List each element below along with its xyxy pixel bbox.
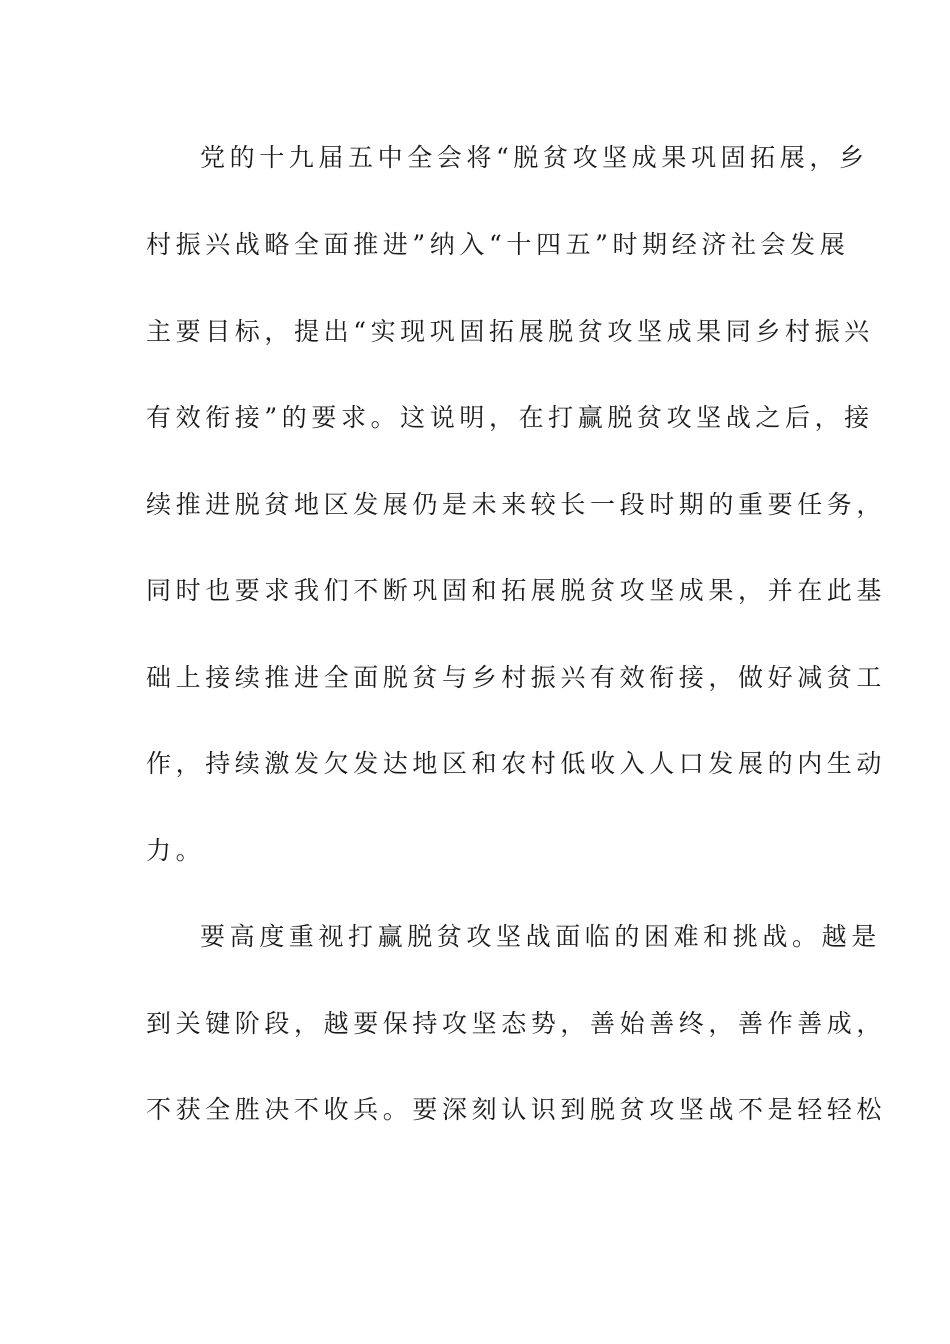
paragraph-1-line-6: 同时也要求我们不断巩固和拓展脱贫攻坚成果，并在此基 — [146, 576, 887, 605]
paragraph-1-line-9: 力。 — [146, 836, 206, 865]
paragraph-2-line-1: 要高度重视打赢脱贫攻坚战面临的困难和挑战。越是 — [200, 922, 881, 951]
paragraph-2-line-3: 不获全胜决不收兵。要深刻认识到脱贫攻坚战不是轻轻松 — [146, 1095, 887, 1124]
paragraph-1-line-4: 有效衔接”的要求。这说明，在打赢脱贫攻坚战之后，接 — [146, 403, 874, 432]
paragraph-1-line-7: 础上接续推进全面脱贫与乡村振兴有效衔接，做好减贫工 — [146, 663, 887, 692]
paragraph-1-line-5: 续推进脱贫地区发展仍是未来较长一段时期的重要任务， — [146, 490, 887, 519]
paragraph-1-line-8: 作，持续激发欠发达地区和农村低收入人口发展的内生动 — [146, 749, 887, 778]
paragraph-1-line-2: 村振兴战略全面推进”纳入“十四五”时期经济社会发展 — [146, 230, 850, 259]
paragraph-1-line-3: 主要目标，提出“实现巩固拓展脱贫攻坚成果同乡村振兴 — [146, 317, 874, 346]
paragraph-1-line-1: 党的十九届五中全会将“脱贫攻坚成果巩固拓展，乡 — [200, 143, 869, 172]
paragraph-2-line-2: 到关键阶段，越要保持攻坚态势，善始善终，善作善成， — [146, 1009, 887, 1038]
